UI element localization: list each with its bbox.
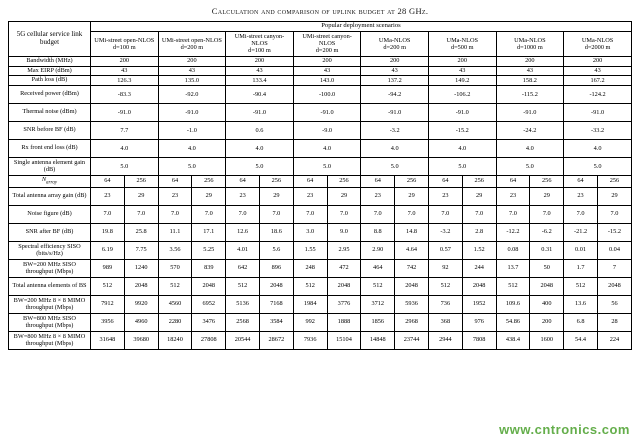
cell: 7.0 [428,206,462,224]
table-header-group-row [9,22,632,32]
cell: 989 [91,260,125,278]
cell: 43 [91,66,159,76]
cell: 7.0 [259,206,293,224]
cell: 5.0 [428,158,496,176]
cell: -24.2 [496,122,564,140]
table-row [9,86,632,104]
cell: 6.8 [564,314,598,332]
column-distance-3: d=200 m [315,47,339,55]
cell: 14.8 [395,224,429,242]
cell: 5936 [395,296,429,314]
cell: 4.0 [564,140,632,158]
cell: 2968 [395,314,429,332]
cell: 7.0 [496,206,530,224]
cell: 4.0 [91,140,159,158]
cell: -12.2 [496,224,530,242]
cell: 7.0 [564,206,598,224]
cell: 512 [496,278,530,296]
cell: 256 [124,176,158,188]
cell: 54.4 [564,332,598,350]
column-name-7: UMa-NLOS [581,36,614,44]
column-name-3: UMi-street canyon-NLOS [302,32,352,48]
table-row [9,206,632,224]
cell: 200 [226,56,294,66]
cell: 200 [361,56,429,66]
cell: -91.0 [226,104,294,122]
cell: 3712 [361,296,395,314]
uplink-budget-table [8,21,632,350]
cell: 4.0 [293,140,361,158]
cell: 64 [158,176,192,188]
cell: 7.75 [124,242,158,260]
cell: 43 [226,66,294,76]
cell: 29 [124,188,158,206]
cell: 5.6 [259,242,293,260]
cell: 2.90 [361,242,395,260]
cell: -83.3 [91,86,159,104]
cell: 7.0 [462,206,496,224]
cell: 3584 [259,314,293,332]
table-row [9,296,632,314]
cell: -106.2 [428,86,496,104]
cell: 4.64 [395,242,429,260]
row-label: Max EIRP (dBm) [9,66,91,76]
cell: 200 [158,56,226,66]
cell: 1600 [530,332,564,350]
cell: 15104 [327,332,361,350]
row-label: BW=200 MHz SISO throughput (Mbps) [9,260,91,278]
cell: 512 [226,278,260,296]
column-distance-2: d=100 m [248,47,271,55]
cell: 11.1 [158,224,192,242]
row-label: Received power (dBm) [9,86,91,104]
cell: 39680 [124,332,158,350]
cell: 4560 [158,296,192,314]
cell: 23 [361,188,395,206]
cell: 512 [91,278,125,296]
column-distance-6: d=1000 m [516,43,543,51]
cell: 1952 [462,296,496,314]
cell: 0.01 [564,242,598,260]
cell: 7168 [259,296,293,314]
column-header-1 [158,31,226,56]
column-name-4: UMa-NLOS [378,36,411,44]
cell: 7.0 [124,206,158,224]
cell: 512 [293,278,327,296]
column-header-7 [564,31,632,56]
row-label: BW=800 MHz 8 × 8 MIMO throughput (Mbps) [9,332,91,350]
cell: 2.8 [462,224,496,242]
cell: 1.7 [564,260,598,278]
table-row [9,158,632,176]
cell: 5.0 [91,158,159,176]
cell: -91.0 [91,104,159,122]
cell: 256 [327,176,361,188]
cell: 248 [293,260,327,278]
cell: 7.0 [395,206,429,224]
cell: 7.0 [226,206,260,224]
cell: 6952 [192,296,226,314]
cell: 23 [293,188,327,206]
cell: 133.4 [226,76,294,86]
row-label-narray: $N_{array}$ [9,176,91,188]
column-header-6 [496,31,564,56]
cell: 135.0 [158,76,226,86]
cell: 19.8 [91,224,125,242]
cell: 64 [496,176,530,188]
column-name-6: UMa-NLOS [514,36,546,44]
row-label: BW=800 MHz SISO throughput (Mbps) [9,314,91,332]
cell: 2568 [226,314,260,332]
group-header: Popular deployment scenarios [91,22,632,32]
cell: 400 [530,296,564,314]
cell: 7808 [462,332,496,350]
cell: 7.0 [361,206,395,224]
cell: 4.0 [226,140,294,158]
cell: 8.8 [361,224,395,242]
cell: 1888 [327,314,361,332]
table-row [9,56,632,66]
cell: -21.2 [564,224,598,242]
cell: 3.56 [158,242,192,260]
cell: 43 [361,66,429,76]
column-distance-0: d=100 m [112,43,136,51]
cell: -91.0 [428,104,496,122]
cell: 64 [91,176,125,188]
cell: 200 [428,56,496,66]
cell: 43 [428,66,496,76]
cell: 256 [259,176,293,188]
cell: 0.04 [597,242,631,260]
cell: 56 [597,296,631,314]
cell: 18240 [158,332,192,350]
cell: 2048 [124,278,158,296]
column-distance-4: d=200 m [383,43,406,51]
cell: 200 [564,56,632,66]
table-row [9,314,632,332]
cell: 512 [361,278,395,296]
cell: 23 [564,188,598,206]
cell: 7.0 [293,206,327,224]
cell: 570 [158,260,192,278]
table-row [9,242,632,260]
cell: 13.6 [564,296,598,314]
cell: 7.0 [158,206,192,224]
cell: -15.2 [428,122,496,140]
cell: 7.0 [91,206,125,224]
cell: -92.0 [158,86,226,104]
watermark: www.cntronics.com [499,422,630,437]
column-header-0 [91,31,159,56]
cell: 25.8 [124,224,158,242]
row-label: Rx front end loss (dB) [9,140,91,158]
cell: 64 [428,176,462,188]
row-label: Total antenna elements of BS [9,278,91,296]
cell: 4.01 [226,242,260,260]
cell: 200 [530,314,564,332]
cell: 256 [462,176,496,188]
cell: 472 [327,260,361,278]
cell: 4.0 [361,140,429,158]
column-header-3 [293,31,361,56]
row-label: Total antenna array gain (dB) [9,188,91,206]
table-row [9,332,632,350]
cell: 14848 [361,332,395,350]
cell: 4960 [124,314,158,332]
cell: 7.0 [530,206,564,224]
cell: 23 [91,188,125,206]
row-label: Noise figure (dB) [9,206,91,224]
cell: 13.7 [496,260,530,278]
cell: 3776 [327,296,361,314]
cell: 3956 [91,314,125,332]
column-distance-1: d=200 m [180,43,204,51]
cell: -15.2 [597,224,631,242]
cell: -100.0 [293,86,361,104]
table-row [9,122,632,140]
cell: -115.2 [496,86,564,104]
cell: 512 [158,278,192,296]
cell: 12.6 [226,224,260,242]
column-name-2: UMi-street canyon-NLOS [234,32,285,48]
cell: 64 [564,176,598,188]
cell: 256 [192,176,226,188]
cell: 2048 [395,278,429,296]
column-header-2 [226,31,294,56]
cell: 4.0 [428,140,496,158]
cell: 29 [395,188,429,206]
cell: 9.0 [327,224,361,242]
column-header-5 [428,31,496,56]
cell: -9.0 [293,122,361,140]
cell: 64 [226,176,260,188]
cell: 158.2 [496,76,564,86]
cell: 149.2 [428,76,496,86]
cell: 20544 [226,332,260,350]
cell: 64 [293,176,327,188]
cell: 143.0 [293,76,361,86]
column-distance-5: d=500 m [450,43,474,51]
cell: 43 [158,66,226,76]
row-label: SNR after BF (dB) [9,224,91,242]
column-distance-7: d=2000 m [584,43,611,51]
cell: 7.0 [327,206,361,224]
cell: 512 [564,278,598,296]
cell: 137.2 [361,76,429,86]
cell: 2048 [597,278,631,296]
cell: -91.0 [293,104,361,122]
cell: 1856 [361,314,395,332]
table-row [9,140,632,158]
row-label: Path loss (dB) [9,76,91,86]
cell: 23 [428,188,462,206]
table-row [9,224,632,242]
cell: 0.31 [530,242,564,260]
row-label: BW=200 MHz 8 × 8 MIMO throughput (Mbps) [9,296,91,314]
cell: -91.0 [564,104,632,122]
cell: 2048 [530,278,564,296]
cell: 6.19 [91,242,125,260]
cell: 5.0 [496,158,564,176]
cell: 2280 [158,314,192,332]
cell: -3.2 [428,224,462,242]
cell: 5.0 [361,158,429,176]
cell: 5.25 [192,242,226,260]
cell: -94.2 [361,86,429,104]
cell: 27808 [192,332,226,350]
cell: -3.2 [361,122,429,140]
cell: 736 [428,296,462,314]
cell: 200 [496,56,564,66]
cell: -91.0 [361,104,429,122]
cell: 43 [496,66,564,76]
row-label: Bandwidth (MHz) [9,56,91,66]
cell: -91.0 [158,104,226,122]
cell: 992 [293,314,327,332]
cell: 92 [428,260,462,278]
cell: 1.55 [293,242,327,260]
cell: 3.0 [293,224,327,242]
cell: 18.6 [259,224,293,242]
cell: 23 [226,188,260,206]
cell: 464 [361,260,395,278]
cell: 50 [530,260,564,278]
cell: 29 [597,188,631,206]
table-row [9,66,632,76]
cell: 200 [293,56,361,66]
cell: 7936 [293,332,327,350]
cell: 0.57 [428,242,462,260]
table-row [9,188,632,206]
corner-header: 5G cellular service link budget [9,22,91,57]
cell: 1240 [124,260,158,278]
cell: 29 [462,188,496,206]
cell: 7.7 [91,122,159,140]
cell: 4.0 [496,140,564,158]
cell: 200 [91,56,159,66]
cell: 29 [259,188,293,206]
cell: 0.08 [496,242,530,260]
table-row [9,76,632,86]
cell: 438.4 [496,332,530,350]
cell: 23744 [395,332,429,350]
cell: 642 [226,260,260,278]
cell: 109.6 [496,296,530,314]
cell: 43 [564,66,632,76]
row-label: Single antenna element gain (dB) [9,158,91,176]
cell: 31648 [91,332,125,350]
column-name-5: UMa-NLOS [446,36,478,44]
cell: 29 [327,188,361,206]
cell: 3476 [192,314,226,332]
cell: 256 [597,176,631,188]
table-caption: Calculation and comparison of uplink budget at 28 GHz. [211,6,429,16]
cell: 839 [192,260,226,278]
cell: 896 [259,260,293,278]
cell: 2944 [428,332,462,350]
cell: 2048 [192,278,226,296]
cell: 7912 [91,296,125,314]
cell: 5.0 [158,158,226,176]
table-row [9,104,632,122]
cell: 1.52 [462,242,496,260]
cell: -91.0 [496,104,564,122]
cell: 9920 [124,296,158,314]
cell: 2.95 [327,242,361,260]
column-name-0: UMi-street open-NLOS [94,36,155,44]
cell: 244 [462,260,496,278]
cell: 7.0 [597,206,631,224]
cell: 54.86 [496,314,530,332]
cell: 126.3 [91,76,159,86]
cell: 29 [530,188,564,206]
cell: 1984 [293,296,327,314]
table-row [9,260,632,278]
cell: 43 [293,66,361,76]
cell: 0.6 [226,122,294,140]
cell: 256 [395,176,429,188]
cell: 29 [192,188,226,206]
cell: 28672 [259,332,293,350]
row-label: Spectral efficiency SISO (bits/s/Hz) [9,242,91,260]
cell: 17.1 [192,224,226,242]
cell: -1.0 [158,122,226,140]
row-label: SNR before BF (dB) [9,122,91,140]
cell: 23 [496,188,530,206]
cell: 2048 [327,278,361,296]
cell: -90.4 [226,86,294,104]
cell: -33.2 [564,122,632,140]
table-row [9,278,632,296]
row-label: Thermal noise (dBm) [9,104,91,122]
cell: 5.0 [226,158,294,176]
cell: -6.2 [530,224,564,242]
cell: 64 [361,176,395,188]
table-header-columns-row [9,31,632,56]
cell: 368 [428,314,462,332]
cell: 167.2 [564,76,632,86]
cell: 2048 [462,278,496,296]
column-header-4 [361,31,429,56]
cell: 512 [428,278,462,296]
cell: 742 [395,260,429,278]
cell: 23 [158,188,192,206]
cell: 5.0 [293,158,361,176]
narray-row [9,176,632,188]
cell: 256 [530,176,564,188]
cell: 976 [462,314,496,332]
cell: 5136 [226,296,260,314]
cell: 7.0 [192,206,226,224]
cell: -124.2 [564,86,632,104]
cell: 5.0 [564,158,632,176]
cell: 28 [597,314,631,332]
cell: 7 [597,260,631,278]
column-name-1: UMi-street open-NLOS [161,36,222,44]
cell: 4.0 [158,140,226,158]
cell: 224 [597,332,631,350]
cell: 2048 [259,278,293,296]
